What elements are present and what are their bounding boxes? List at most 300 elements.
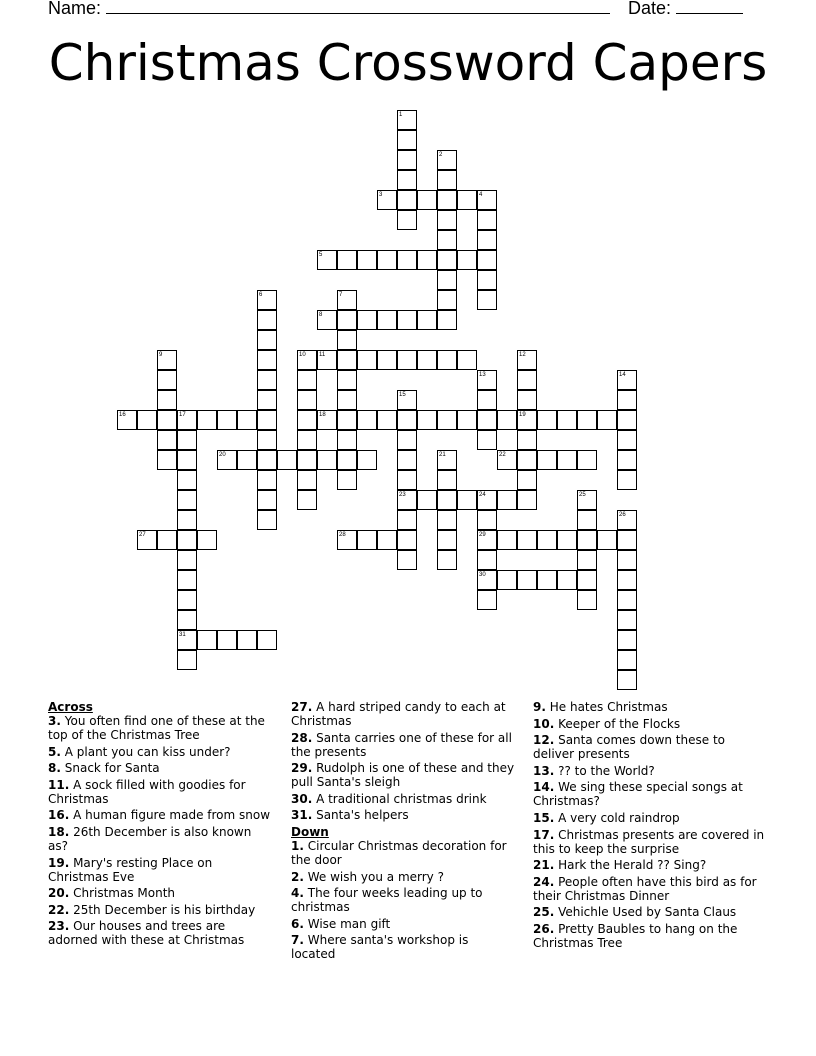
grid-cell[interactable]	[437, 250, 457, 270]
grid-cell[interactable]	[497, 570, 517, 590]
across-heading: Across	[48, 700, 93, 714]
grid-cell[interactable]	[617, 430, 637, 450]
grid-cell[interactable]	[437, 510, 457, 530]
grid-cell[interactable]	[317, 250, 337, 270]
grid-cell[interactable]	[337, 470, 357, 490]
grid-cell[interactable]	[617, 510, 637, 530]
grid-cell[interactable]	[337, 290, 357, 310]
grid-cell[interactable]	[297, 370, 317, 390]
grid-cell[interactable]	[257, 290, 277, 310]
grid-cell[interactable]	[137, 530, 157, 550]
grid-cell[interactable]	[417, 310, 437, 330]
clue-number: 12.	[533, 733, 555, 748]
grid-cell[interactable]	[257, 490, 277, 510]
grid-cell[interactable]	[617, 370, 637, 390]
clue-number: 18.	[48, 824, 70, 839]
grid-cell[interactable]	[577, 530, 597, 550]
grid-cell[interactable]	[557, 410, 577, 430]
grid-cell[interactable]	[397, 170, 417, 190]
grid-cell[interactable]	[237, 410, 257, 430]
grid-cell[interactable]	[597, 410, 617, 430]
grid-cell[interactable]	[177, 430, 197, 450]
grid-cell[interactable]	[577, 450, 597, 470]
cell-number: 27	[139, 532, 146, 538]
grid-cell[interactable]	[337, 390, 357, 410]
grid-cell[interactable]	[297, 410, 317, 430]
grid-cell[interactable]	[497, 490, 517, 510]
grid-cell[interactable]	[437, 150, 457, 170]
clue-number: 16.	[48, 808, 70, 823]
grid-cell[interactable]	[257, 390, 277, 410]
grid-cell[interactable]	[357, 410, 377, 430]
cell-number: 20	[219, 452, 226, 458]
grid-cell[interactable]	[177, 550, 197, 570]
grid-cell[interactable]	[217, 410, 237, 430]
clue-text: 26th December is also known as?	[48, 824, 252, 853]
grid-cell[interactable]	[517, 450, 537, 470]
cell-number: 23	[399, 492, 406, 498]
grid-cell[interactable]	[437, 190, 457, 210]
grid-cell[interactable]	[617, 630, 637, 650]
cell-number: 21	[439, 452, 446, 458]
cell-number: 14	[619, 372, 626, 378]
grid-cell[interactable]	[517, 570, 537, 590]
grid-cell[interactable]	[477, 550, 497, 570]
grid-cell[interactable]	[477, 570, 497, 590]
grid-cell[interactable]	[297, 490, 317, 510]
grid-cell[interactable]	[337, 450, 357, 470]
grid-cell[interactable]	[377, 410, 397, 430]
grid-cell[interactable]	[397, 190, 417, 210]
cell-number: 10	[299, 352, 306, 358]
cell-number: 6	[259, 292, 263, 298]
grid-cell[interactable]	[437, 490, 457, 510]
clue-number: 5.	[48, 744, 61, 759]
across-clue	[48, 761, 273, 775]
cell-number: 7	[339, 292, 343, 298]
grid-cell[interactable]	[477, 290, 497, 310]
grid-cell[interactable]	[577, 490, 597, 510]
grid-cell[interactable]	[617, 470, 637, 490]
grid-cell[interactable]	[177, 590, 197, 610]
clue-text: A traditional christmas drink	[312, 791, 487, 806]
clue-text: Keeper of the Flocks	[554, 716, 681, 731]
down-clue	[533, 858, 768, 872]
grid-cell[interactable]	[417, 490, 437, 510]
grid-cell[interactable]	[237, 630, 257, 650]
cell-number: 13	[479, 372, 486, 378]
grid-cell[interactable]	[297, 430, 317, 450]
clue-number: 26.	[533, 921, 555, 936]
grid-cell[interactable]	[397, 210, 417, 230]
cell-number: 26	[619, 512, 626, 518]
grid-cell[interactable]	[157, 410, 177, 430]
grid-cell[interactable]	[437, 550, 457, 570]
cell-number: 15	[399, 392, 406, 398]
clue-number: 11.	[48, 777, 70, 792]
grid-cell[interactable]	[257, 630, 277, 650]
grid-cell[interactable]	[357, 450, 377, 470]
across-clue	[48, 745, 273, 759]
clue-number: 6.	[291, 916, 304, 931]
across-clue-list-part2	[291, 700, 516, 822]
clue-text: Rudolph is one of these and they pull Santa's sleigh	[291, 761, 515, 790]
cell-number: 24	[479, 492, 486, 498]
grid-cell[interactable]	[397, 250, 417, 270]
grid-cell[interactable]	[397, 310, 417, 330]
clue-number: 24.	[533, 874, 555, 889]
grid-cell[interactable]	[317, 450, 337, 470]
grid-cell[interactable]	[517, 410, 537, 430]
grid-cell[interactable]	[257, 370, 277, 390]
clue-text: We sing these special songs at Christmas?	[533, 780, 743, 809]
grid-cell[interactable]	[237, 450, 257, 470]
cell-number: 1	[399, 112, 403, 118]
grid-cell[interactable]	[577, 410, 597, 430]
grid-cell[interactable]	[377, 350, 397, 370]
grid-cell[interactable]	[417, 190, 437, 210]
down-clue	[533, 764, 768, 778]
grid-cell[interactable]	[517, 490, 537, 510]
clue-number: 17.	[533, 827, 555, 842]
grid-cell[interactable]	[437, 310, 457, 330]
grid-cell[interactable]	[257, 430, 277, 450]
grid-cell[interactable]	[337, 250, 357, 270]
grid-cell[interactable]	[257, 410, 277, 430]
grid-cell[interactable]	[397, 510, 417, 530]
grid-cell[interactable]	[377, 530, 397, 550]
clue-text: Santa comes down these to deliver presents	[533, 733, 725, 762]
grid-cell[interactable]	[337, 330, 357, 350]
grid-cell[interactable]	[397, 490, 417, 510]
grid-cell[interactable]	[437, 530, 457, 550]
grid-cell[interactable]	[177, 450, 197, 470]
cell-number: 2	[439, 152, 443, 158]
grid-cell[interactable]	[357, 310, 377, 330]
clue-text: Santa's helpers	[312, 808, 409, 823]
grid-cell[interactable]	[617, 390, 637, 410]
clue-number: 4.	[291, 886, 304, 901]
clue-text: 25th December is his birthday	[69, 902, 256, 917]
grid-cell[interactable]	[137, 410, 157, 430]
grid-cell[interactable]	[577, 570, 597, 590]
grid-cell[interactable]	[337, 310, 357, 330]
clue-number: 9.	[533, 700, 546, 714]
clue-text: Santa carries one of these for all the presents	[291, 730, 512, 759]
grid-cell[interactable]	[597, 530, 617, 550]
clue-text: Snack for Santa	[60, 761, 160, 776]
grid-cell[interactable]	[297, 350, 317, 370]
clue-number: 28.	[291, 730, 313, 745]
cell-number: 22	[499, 452, 506, 458]
grid-cell[interactable]	[577, 550, 597, 570]
clue-text: A sock filled with goodies for Christmas	[48, 777, 246, 806]
grid-cell[interactable]	[437, 290, 457, 310]
across-clue	[291, 700, 516, 728]
grid-cell[interactable]	[417, 350, 437, 370]
grid-cell[interactable]	[517, 530, 537, 550]
grid-cell[interactable]	[117, 410, 137, 430]
grid-cell[interactable]	[497, 450, 517, 470]
grid-cell[interactable]	[177, 650, 197, 670]
cell-number: 18	[319, 412, 326, 418]
grid-cell[interactable]	[177, 490, 197, 510]
grid-cell[interactable]	[317, 410, 337, 430]
clues-column-2	[291, 700, 516, 964]
grid-cell[interactable]	[177, 570, 197, 590]
grid-cell[interactable]	[397, 350, 417, 370]
grid-cell[interactable]	[397, 550, 417, 570]
grid-cell[interactable]	[557, 570, 577, 590]
across-clue	[48, 919, 273, 947]
grid-cell[interactable]	[617, 410, 637, 430]
down-clue	[291, 870, 516, 884]
grid-cell[interactable]	[617, 530, 637, 550]
grid-cell[interactable]	[417, 410, 437, 430]
down-clue	[533, 733, 768, 761]
cell-number: 28	[339, 532, 346, 538]
cell-number: 19	[519, 412, 526, 418]
grid-cell[interactable]	[517, 390, 537, 410]
clue-number: 15.	[533, 810, 555, 825]
grid-cell[interactable]	[177, 510, 197, 530]
grid-cell[interactable]	[377, 310, 397, 330]
clue-text: A human figure made from snow	[69, 808, 271, 823]
grid-cell[interactable]	[537, 410, 557, 430]
grid-cell[interactable]	[217, 450, 237, 470]
grid-cell[interactable]	[437, 350, 457, 370]
grid-cell[interactable]	[317, 350, 337, 370]
grid-cell[interactable]	[257, 310, 277, 330]
grid-cell[interactable]	[177, 410, 197, 430]
grid-cell[interactable]	[477, 250, 497, 270]
grid-cell[interactable]	[617, 650, 637, 670]
grid-cell[interactable]	[437, 470, 457, 490]
grid-cell[interactable]	[477, 430, 497, 450]
grid-cell[interactable]	[257, 450, 277, 470]
grid-cell[interactable]	[477, 230, 497, 250]
clue-text: Pretty Baubles to hang on the Christmas Tree	[533, 921, 738, 950]
clue-text: Christmas Month	[69, 886, 176, 901]
across-clue	[48, 856, 273, 884]
grid-cell[interactable]	[157, 390, 177, 410]
grid-cell[interactable]	[157, 530, 177, 550]
clue-number: 2.	[291, 869, 304, 884]
cell-number: 31	[179, 632, 186, 638]
grid-cell[interactable]	[257, 510, 277, 530]
clue-number: 22.	[48, 902, 70, 917]
grid-cell[interactable]	[397, 430, 417, 450]
grid-cell[interactable]	[457, 250, 477, 270]
grid-cell[interactable]	[377, 250, 397, 270]
grid-cell[interactable]	[217, 630, 237, 650]
grid-cell[interactable]	[437, 210, 457, 230]
cell-number: 30	[479, 572, 486, 578]
grid-cell[interactable]	[297, 450, 317, 470]
grid-cell[interactable]	[377, 190, 397, 210]
clue-text: Our houses and trees are adorned with these at Christmas	[48, 919, 245, 948]
grid-cell[interactable]	[477, 530, 497, 550]
clue-number: 29.	[291, 761, 313, 776]
clue-number: 13.	[533, 763, 555, 778]
grid-cell[interactable]	[457, 490, 477, 510]
grid-cell[interactable]	[537, 570, 557, 590]
grid-cell[interactable]	[197, 410, 217, 430]
clue-number: 30.	[291, 791, 313, 806]
grid-cell[interactable]	[477, 270, 497, 290]
across-clue	[48, 886, 273, 900]
grid-cell[interactable]	[557, 530, 577, 550]
grid-cell[interactable]	[337, 350, 357, 370]
clue-text: Hark the Herald ?? Sing?	[554, 858, 707, 873]
grid-cell[interactable]	[477, 490, 497, 510]
grid-cell[interactable]	[517, 370, 537, 390]
grid-cell[interactable]	[397, 130, 417, 150]
clue-text: Wise man gift	[303, 916, 391, 931]
grid-cell[interactable]	[397, 530, 417, 550]
grid-cell[interactable]	[617, 550, 637, 570]
grid-cell[interactable]	[577, 510, 597, 530]
grid-cell[interactable]	[457, 350, 477, 370]
grid-cell[interactable]	[157, 450, 177, 470]
clue-text: Circular Christmas decoration for the door	[291, 838, 507, 867]
down-clue	[291, 917, 516, 931]
down-clue	[533, 717, 768, 731]
grid-cell[interactable]	[397, 450, 417, 470]
grid-cell[interactable]	[257, 330, 277, 350]
down-clue	[291, 933, 516, 961]
grid-cell[interactable]	[157, 370, 177, 390]
clue-text: A hard striped candy to each at Christmas	[291, 700, 506, 728]
grid-cell[interactable]	[177, 470, 197, 490]
clue-text: ?? to the World?	[554, 763, 655, 778]
grid-cell[interactable]	[357, 250, 377, 270]
grid-cell[interactable]	[257, 470, 277, 490]
grid-cell[interactable]	[537, 530, 557, 550]
clue-number: 7.	[291, 933, 304, 948]
across-clue	[291, 792, 516, 806]
clues-column-3	[533, 700, 768, 953]
clue-text: You often find one of these at the top of the Christmas Tree	[48, 714, 265, 742]
grid-cell[interactable]	[397, 410, 417, 430]
clues-column-1	[48, 700, 273, 950]
cell-number: 4	[479, 192, 483, 198]
across-clue	[48, 714, 273, 742]
grid-cell[interactable]	[197, 530, 217, 550]
grid-cell[interactable]	[397, 110, 417, 130]
grid-cell[interactable]	[497, 410, 517, 430]
grid-cell[interactable]	[177, 530, 197, 550]
grid-cell[interactable]	[337, 410, 357, 430]
clue-text: We wish you a merry ?	[303, 869, 444, 884]
grid-cell[interactable]	[477, 210, 497, 230]
grid-cell[interactable]	[617, 570, 637, 590]
grid-cell[interactable]	[517, 350, 537, 370]
clue-text: The four weeks leading up to christmas	[291, 886, 483, 915]
grid-cell[interactable]	[437, 230, 457, 250]
grid-cell[interactable]	[497, 530, 517, 550]
down-clue	[533, 828, 768, 856]
down-clue-list-part2	[533, 700, 768, 950]
grid-cell[interactable]	[477, 510, 497, 530]
grid-cell[interactable]	[277, 450, 297, 470]
grid-cell[interactable]	[357, 350, 377, 370]
clue-text: Christmas presents are covered in this to keep the surprise	[533, 827, 765, 856]
across-clue	[291, 731, 516, 759]
cell-number: 29	[479, 532, 486, 538]
grid-cell[interactable]	[257, 350, 277, 370]
across-clue	[48, 808, 273, 822]
grid-cell[interactable]	[317, 310, 337, 330]
grid-cell[interactable]	[557, 450, 577, 470]
grid-cell[interactable]	[457, 410, 477, 430]
grid-cell[interactable]	[617, 610, 637, 630]
clue-number: 3.	[48, 714, 61, 728]
grid-cell[interactable]	[537, 450, 557, 470]
grid-cell[interactable]	[397, 150, 417, 170]
grid-cell[interactable]	[457, 190, 477, 210]
grid-cell[interactable]	[397, 470, 417, 490]
grid-cell[interactable]	[437, 450, 457, 470]
grid-cell[interactable]	[437, 170, 457, 190]
grid-cell[interactable]	[477, 190, 497, 210]
grid-cell[interactable]	[197, 630, 217, 650]
grid-cell[interactable]	[477, 370, 497, 390]
grid-cell[interactable]	[437, 270, 457, 290]
grid-cell[interactable]	[297, 470, 317, 490]
grid-cell[interactable]	[577, 590, 597, 610]
grid-cell[interactable]	[297, 390, 317, 410]
clue-text: Vehichle Used by Santa Claus	[554, 905, 737, 920]
grid-cell[interactable]	[157, 350, 177, 370]
grid-cell[interactable]	[337, 530, 357, 550]
down-clue	[533, 780, 768, 808]
grid-cell[interactable]	[517, 470, 537, 490]
down-heading: Down	[291, 824, 329, 839]
clue-text: A plant you can kiss under?	[60, 744, 231, 759]
grid-cell[interactable]	[437, 410, 457, 430]
down-clue	[533, 905, 768, 919]
grid-cell[interactable]	[357, 530, 377, 550]
clue-number: 23.	[48, 919, 70, 934]
grid-cell[interactable]	[177, 610, 197, 630]
grid-cell[interactable]	[477, 410, 497, 430]
down-clue	[291, 839, 516, 867]
grid-cell[interactable]	[617, 670, 637, 690]
clue-number: 1.	[291, 838, 304, 853]
grid-cell[interactable]	[157, 430, 177, 450]
grid-cell[interactable]	[617, 590, 637, 610]
clue-number: 27.	[291, 700, 313, 714]
grid-cell[interactable]	[337, 430, 357, 450]
cell-number: 25	[579, 492, 586, 498]
grid-cell[interactable]	[477, 590, 497, 610]
name-label: Name:	[48, 0, 102, 18]
grid-cell[interactable]	[517, 430, 537, 450]
grid-cell[interactable]	[397, 390, 417, 410]
page-title: Christmas Crossword Capers	[48, 34, 768, 92]
across-clue	[291, 808, 516, 822]
clue-text: Mary's resting Place on Christmas Eve	[48, 855, 213, 884]
grid-cell[interactable]	[417, 250, 437, 270]
grid-cell[interactable]	[337, 370, 357, 390]
grid-cell[interactable]	[477, 390, 497, 410]
grid-cell[interactable]	[177, 630, 197, 650]
cell-number: 12	[519, 352, 526, 358]
across-clue	[48, 903, 273, 917]
clue-number: 10.	[533, 716, 555, 731]
grid-cell[interactable]	[617, 450, 637, 470]
